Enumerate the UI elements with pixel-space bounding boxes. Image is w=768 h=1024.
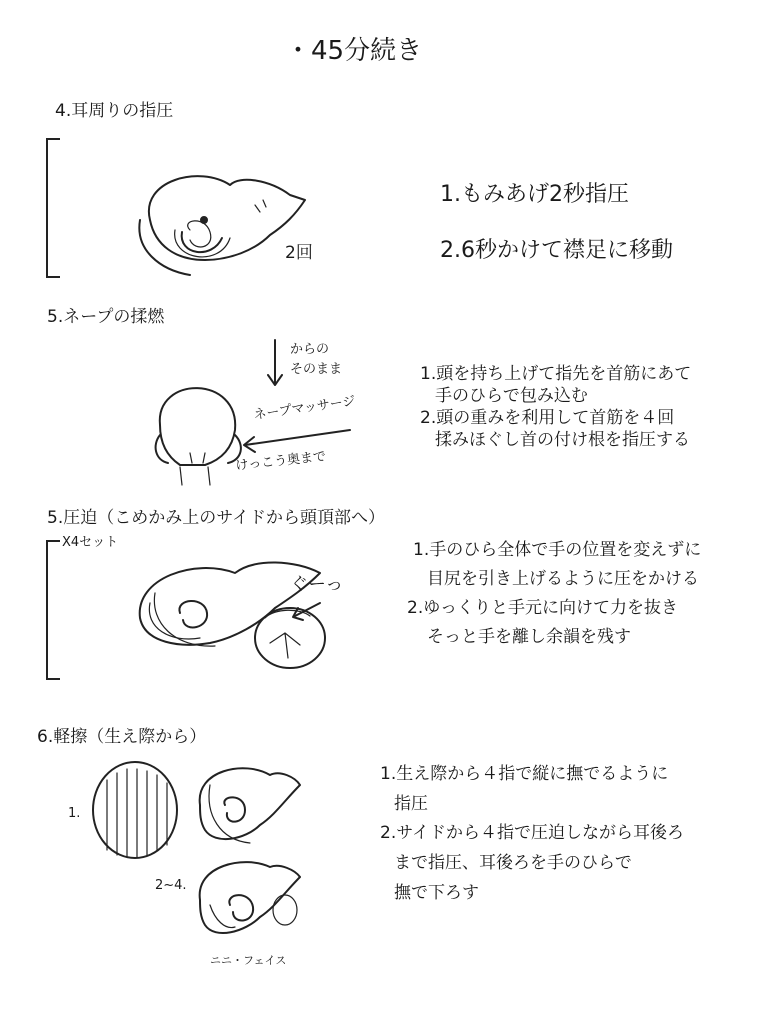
stroking-illustration [85, 755, 315, 965]
nape-note-continue: そのまま [290, 362, 343, 377]
nape-step-1a: 1.頭を持ち上げて指先を首筋にあて [420, 364, 692, 384]
nape-step-1b: 手のひらで包み込む [435, 386, 588, 406]
section-heading-ear: 4.耳周りの指圧 [55, 101, 174, 121]
nape-step-2b: 揉みほぐし首の付け根を指圧する [435, 430, 690, 450]
nape-note-massage: ネープマッサージ [252, 393, 357, 424]
ear-repeat-label: 2回 [285, 243, 313, 263]
ear-step-1: 1.もみあげ2秒指圧 [440, 182, 629, 207]
stroking-step-1b: 指圧 [394, 794, 428, 814]
stroking-step-1-label: 1. [68, 806, 81, 821]
bracket-ear [46, 138, 48, 278]
compression-sound-label: ぐーっ [290, 574, 344, 595]
compression-step-1a: 1.手のひら全体で手の位置を変えずに [413, 540, 702, 560]
compression-step-2b: そっと手を離し余韻を残す [427, 627, 631, 647]
stroking-step-2a: 2.サイドから４指で圧迫しながら耳後ろ [380, 823, 685, 843]
stroking-step-2c: 撫で下ろす [394, 883, 479, 903]
section-heading-nape: 5.ネープの揉燃 [47, 307, 165, 327]
page-title: ・45分続き [285, 36, 423, 66]
nape-step-2a: 2.頭の重みを利用して首筋を４回 [420, 408, 675, 428]
compression-sets-label: X4セット [62, 535, 119, 550]
nape-note-from: からの [290, 342, 330, 357]
stroking-step-1a: 1.生え際から４指で縦に撫でるように [380, 764, 669, 784]
compression-illustration [125, 548, 345, 688]
compression-step-1b: 目尻を引き上げるように圧をかける [427, 569, 699, 589]
stroking-step-2-4-label: 2~4. [155, 878, 187, 893]
compression-step-2a: 2.ゆっくりと手元に向けて力を抜き [407, 598, 679, 618]
stroking-credit-label: ニニ・フェイス [210, 954, 287, 967]
stroking-step-2b: まで指圧、耳後ろを手のひらで [394, 853, 632, 873]
section-heading-stroking: 6.軽擦（生え際から） [37, 727, 207, 747]
ear-step-2: 2.6秒かけて襟足に移動 [440, 238, 673, 263]
section-heading-compression: 5.圧迫（こめかみ上のサイドから頭頂部へ） [47, 508, 386, 528]
bracket-compression [46, 540, 48, 680]
nape-note-deep: けっこう奥まで [234, 449, 327, 474]
